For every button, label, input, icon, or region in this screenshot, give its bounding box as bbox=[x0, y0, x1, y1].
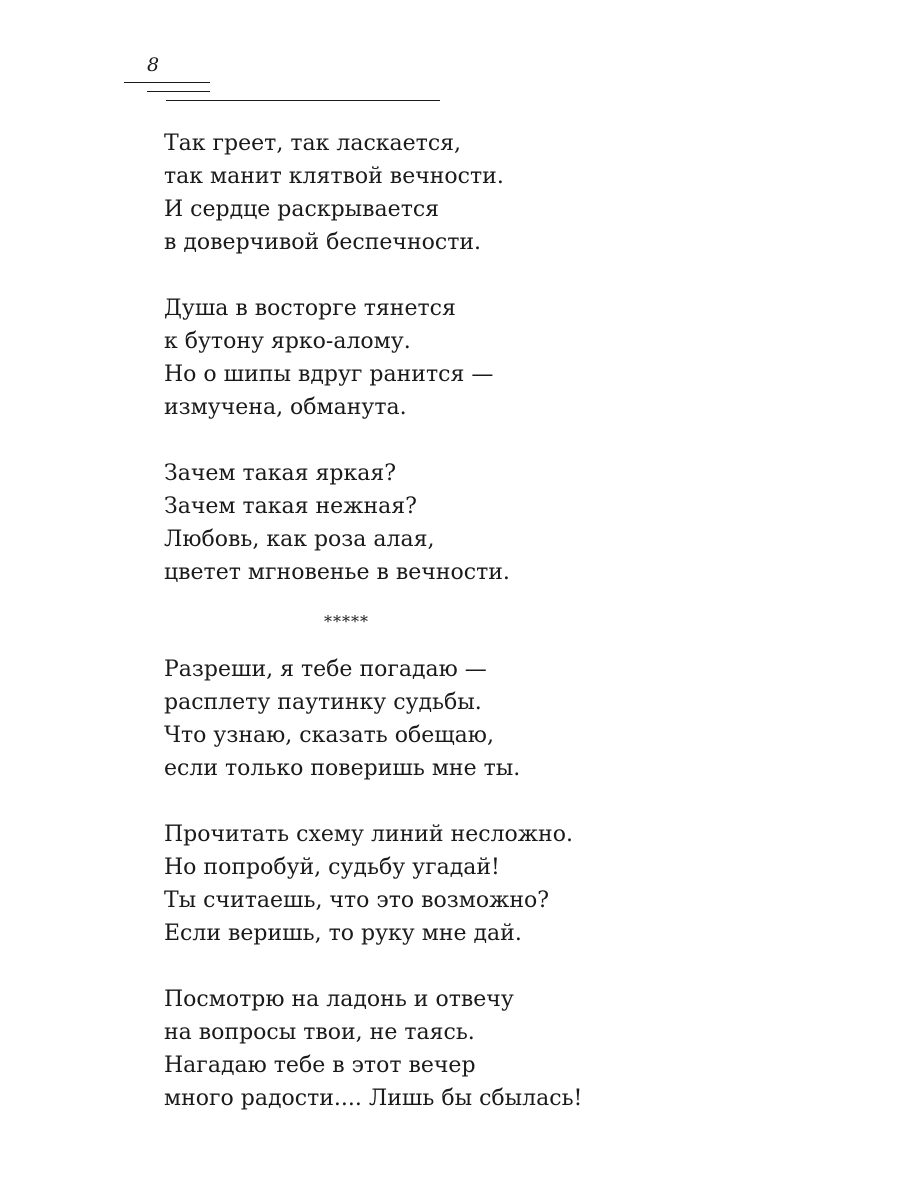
verse-line: Зачем такая яркая? bbox=[164, 461, 397, 486]
verse-line: Но о шипы вдруг ранится — bbox=[164, 362, 494, 387]
verse-line: Любовь, как роза алая, bbox=[164, 527, 435, 552]
verse-line: Так греет, так ласкается, bbox=[164, 131, 462, 156]
stanza bbox=[164, 983, 844, 1115]
stanza bbox=[164, 818, 844, 950]
verse-line: к бутону ярко-алому. bbox=[164, 329, 411, 354]
stanza bbox=[164, 457, 844, 589]
verse-line: Нагадаю тебе в этот вечер bbox=[164, 1053, 476, 1078]
verse-line: измучена, обманута. bbox=[164, 395, 407, 420]
header-rule-middle bbox=[147, 91, 210, 92]
verse-line: И сердце раскрывается bbox=[164, 197, 440, 222]
verse-line: в доверчивой беспечности. bbox=[164, 230, 482, 255]
stanza bbox=[164, 292, 844, 424]
page-number: 8 bbox=[147, 54, 160, 76]
poem-text bbox=[164, 127, 844, 1148]
verse-line: много радости.... Лишь бы сбылась! bbox=[164, 1086, 583, 1111]
verse-line: Прочитать схему линий несложно. bbox=[164, 822, 573, 847]
verse-line: Разреши, я тебе погадаю — bbox=[164, 657, 487, 682]
verse-line: расплету паутинку судьбы. bbox=[164, 690, 482, 715]
stanza bbox=[164, 653, 844, 785]
verse-line: Зачем такая нежная? bbox=[164, 494, 417, 519]
verse-line: на вопросы твои, не таясь. bbox=[164, 1020, 475, 1045]
verse-line: Душа в восторге тянется bbox=[164, 296, 456, 321]
verse-line: Но попробуй, судьбу угадай! bbox=[164, 855, 500, 880]
header-rule-top bbox=[124, 82, 210, 83]
verse-line: Ты считаешь, что это возможно? bbox=[164, 888, 550, 913]
verse-line: так манит клятвой вечности. bbox=[164, 164, 504, 189]
header-rule-long bbox=[166, 100, 440, 101]
verse-line: Что узнаю, сказать обещаю, bbox=[164, 723, 494, 748]
verse-line: Если веришь, то руку мне дай. bbox=[164, 921, 522, 946]
poem-separator: ***** bbox=[324, 612, 369, 631]
stanza bbox=[164, 127, 844, 259]
verse-line: если только поверишь мне ты. bbox=[164, 756, 521, 781]
verse-line: Посмотрю на ладонь и отвечу bbox=[164, 987, 514, 1012]
verse-line: цветет мгновенье в вечности. bbox=[164, 560, 510, 585]
